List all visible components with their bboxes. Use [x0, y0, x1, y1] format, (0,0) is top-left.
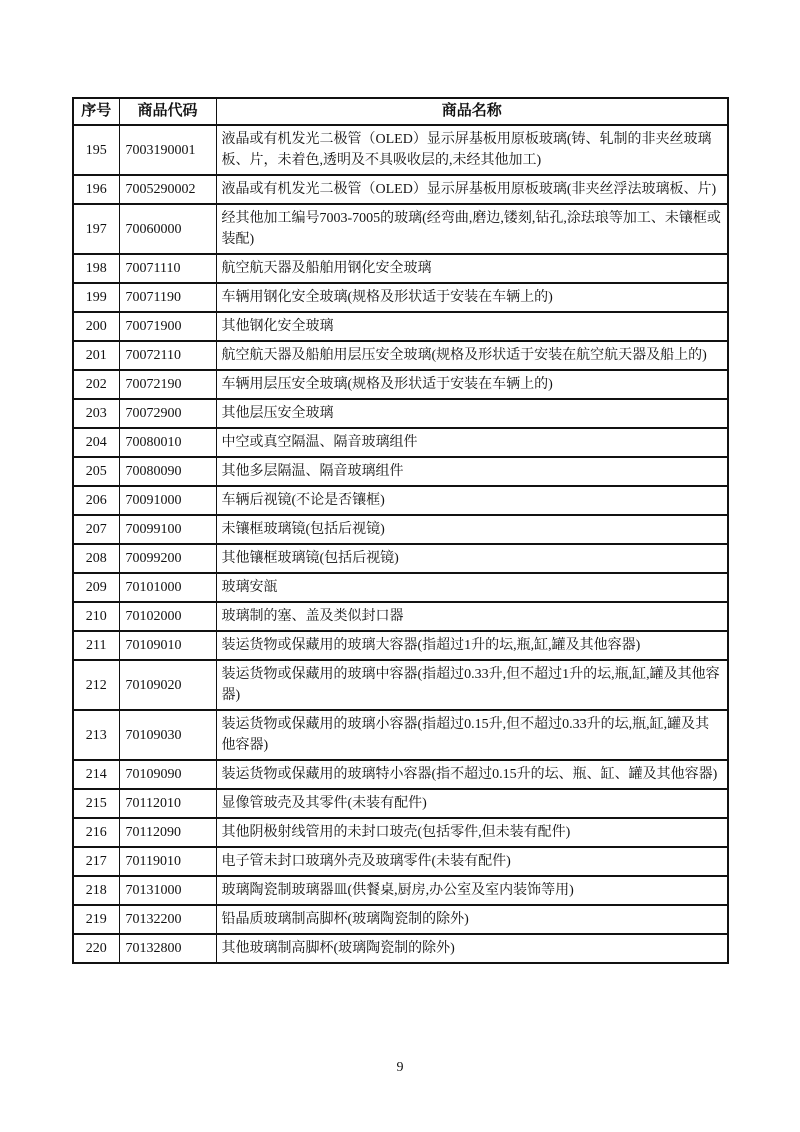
row-code-cell: 70112010 [119, 789, 216, 818]
table-header-row [73, 98, 728, 125]
table-row [73, 934, 728, 963]
row-code-cell: 70072190 [119, 370, 216, 399]
row-serial-cell: 204 [73, 428, 119, 457]
table-row [73, 602, 728, 631]
row-code-cell: 70112090 [119, 818, 216, 847]
row-serial-cell: 203 [73, 399, 119, 428]
table-header [73, 98, 728, 125]
table-row [73, 341, 728, 370]
row-code-cell: 70099200 [119, 544, 216, 573]
row-serial-cell: 197 [73, 204, 119, 254]
row-serial-cell: 216 [73, 818, 119, 847]
row-name-cell: 车辆用钢化安全玻璃(规格及形状适于安装在车辆上的) [216, 283, 728, 312]
row-name-cell: 装运货物或保藏用的玻璃小容器(指超过0.15升,但不超过0.33升的坛,瓶,缸,罐及其他容器) [216, 710, 728, 760]
row-code-cell: 70109090 [119, 760, 216, 789]
row-code-cell: 70071190 [119, 283, 216, 312]
table-row [73, 283, 728, 312]
row-code-cell: 70109020 [119, 660, 216, 710]
row-name-cell: 液晶或有机发光二极管（OLED）显示屏基板用原板玻璃(非夹丝浮法玻璃板、片) [216, 175, 728, 204]
row-serial-cell: 200 [73, 312, 119, 341]
row-code-cell: 70101000 [119, 573, 216, 602]
row-name-cell: 车辆用层压安全玻璃(规格及形状适于安装在车辆上的) [216, 370, 728, 399]
header-commodity-name: 商品名称 [216, 98, 728, 125]
row-name-cell: 其他钢化安全玻璃 [216, 312, 728, 341]
row-code-cell: 70119010 [119, 847, 216, 876]
table-row [73, 818, 728, 847]
row-serial-cell: 218 [73, 876, 119, 905]
row-serial-cell: 205 [73, 457, 119, 486]
commodity-code-table [72, 97, 729, 964]
row-name-cell: 其他层压安全玻璃 [216, 399, 728, 428]
row-serial-cell: 195 [73, 125, 119, 175]
row-name-cell: 航空航天器及船舶用层压安全玻璃(规格及形状适于安装在航空航天器及船上的) [216, 341, 728, 370]
row-name-cell: 其他玻璃制高脚杯(玻璃陶瓷制的除外) [216, 934, 728, 963]
row-serial-cell: 202 [73, 370, 119, 399]
header-commodity-code: 商品代码 [119, 98, 216, 125]
table-row [73, 631, 728, 660]
row-name-cell: 其他多层隔温、隔音玻璃组件 [216, 457, 728, 486]
table-row [73, 660, 728, 710]
table-row [73, 399, 728, 428]
row-code-cell: 70102000 [119, 602, 216, 631]
row-code-cell: 70071110 [119, 254, 216, 283]
row-name-cell: 装运货物或保藏用的玻璃特小容器(指不超过0.15升的坛、瓶、缸、罐及其他容器) [216, 760, 728, 789]
table-row [73, 905, 728, 934]
table-row [73, 710, 728, 760]
row-code-cell: 70060000 [119, 204, 216, 254]
row-serial-cell: 219 [73, 905, 119, 934]
row-code-cell: 70072110 [119, 341, 216, 370]
row-name-cell: 铅晶质玻璃制高脚杯(玻璃陶瓷制的除外) [216, 905, 728, 934]
row-name-cell: 装运货物或保藏用的玻璃大容器(指超过1升的坛,瓶,缸,罐及其他容器) [216, 631, 728, 660]
table-row [73, 789, 728, 818]
row-serial-cell: 215 [73, 789, 119, 818]
table-row [73, 254, 728, 283]
header-serial-number: 序号 [73, 98, 119, 125]
row-name-cell: 玻璃制的塞、盖及类似封口器 [216, 602, 728, 631]
table-row [73, 544, 728, 573]
row-serial-cell: 208 [73, 544, 119, 573]
row-name-cell: 电子管未封口玻璃外壳及玻璃零件(未装有配件) [216, 847, 728, 876]
row-name-cell: 显像管玻壳及其零件(未装有配件) [216, 789, 728, 818]
row-name-cell: 航空航天器及船舶用钢化安全玻璃 [216, 254, 728, 283]
row-code-cell: 70132800 [119, 934, 216, 963]
table-row [73, 486, 728, 515]
row-serial-cell: 217 [73, 847, 119, 876]
row-code-cell: 70080010 [119, 428, 216, 457]
row-serial-cell: 198 [73, 254, 119, 283]
row-name-cell: 玻璃安瓿 [216, 573, 728, 602]
row-code-cell: 70071900 [119, 312, 216, 341]
row-name-cell: 中空或真空隔温、隔音玻璃组件 [216, 428, 728, 457]
table-row [73, 573, 728, 602]
row-serial-cell: 207 [73, 515, 119, 544]
row-serial-cell: 213 [73, 710, 119, 760]
row-code-cell: 70109010 [119, 631, 216, 660]
row-serial-cell: 211 [73, 631, 119, 660]
row-code-cell: 7003190001 [119, 125, 216, 175]
table-row [73, 847, 728, 876]
row-name-cell: 其他阴极射线管用的未封口玻壳(包括零件,但未装有配件) [216, 818, 728, 847]
row-name-cell: 未镶框玻璃镜(包括后视镜) [216, 515, 728, 544]
row-name-cell: 装运货物或保藏用的玻璃中容器(指超过0.33升,但不超过1升的坛,瓶,缸,罐及其他容器) [216, 660, 728, 710]
row-serial-cell: 210 [73, 602, 119, 631]
row-name-cell: 车辆后视镜(不论是否镶框) [216, 486, 728, 515]
table-row [73, 204, 728, 254]
row-code-cell: 70131000 [119, 876, 216, 905]
row-serial-cell: 209 [73, 573, 119, 602]
row-serial-cell: 212 [73, 660, 119, 710]
row-serial-cell: 220 [73, 934, 119, 963]
table-row [73, 175, 728, 204]
row-serial-cell: 206 [73, 486, 119, 515]
table-row [73, 370, 728, 399]
table-body [73, 125, 728, 963]
row-code-cell: 70080090 [119, 457, 216, 486]
row-name-cell: 玻璃陶瓷制玻璃器皿(供餐桌,厨房,办公室及室内装饰等用) [216, 876, 728, 905]
row-code-cell: 70132200 [119, 905, 216, 934]
row-code-cell: 70091000 [119, 486, 216, 515]
row-serial-cell: 196 [73, 175, 119, 204]
table-row [73, 457, 728, 486]
row-serial-cell: 199 [73, 283, 119, 312]
row-serial-cell: 214 [73, 760, 119, 789]
table-row [73, 760, 728, 789]
table-row [73, 515, 728, 544]
table-row [73, 428, 728, 457]
page-number: 9 [396, 1060, 404, 1075]
row-serial-cell: 201 [73, 341, 119, 370]
row-code-cell: 70099100 [119, 515, 216, 544]
row-name-cell: 其他镶框玻璃镜(包括后视镜) [216, 544, 728, 573]
table-row [73, 312, 728, 341]
row-code-cell: 70072900 [119, 399, 216, 428]
row-name-cell: 液晶或有机发光二极管（OLED）显示屏基板用原板玻璃(铸、轧制的非夹丝玻璃板、片，未着色,透明及不具吸收层的,未经其他加工) [216, 125, 728, 175]
row-code-cell: 70109030 [119, 710, 216, 760]
table-row [73, 125, 728, 175]
row-name-cell: 经其他加工编号7003-7005的玻璃(经弯曲,磨边,镂刻,钻孔,涂珐琅等加工、未镶框或装配) [216, 204, 728, 254]
table-row [73, 876, 728, 905]
row-code-cell: 7005290002 [119, 175, 216, 204]
